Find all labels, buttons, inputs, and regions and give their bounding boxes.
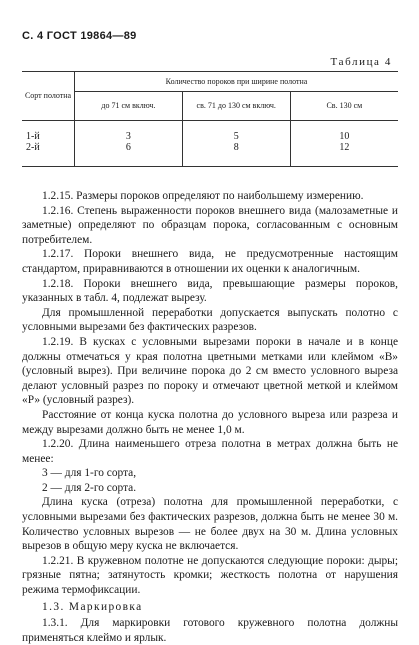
body-text [22, 189, 398, 645]
grade-cell: 2-й [22, 142, 75, 167]
paragraph: 1.2.20. Длина наименьшего отреза полотна в метрах должна быть не менее: [22, 438, 398, 465]
defect-count-cell: 8 [182, 142, 290, 167]
defect-count-cell: 3 [75, 121, 183, 143]
grade-cell: 1-й [26, 131, 40, 142]
width-column-header-3: Св. 130 см [290, 92, 398, 121]
defect-count-cell: 12 [290, 142, 398, 167]
list-item: 2 — для 2-го сорта. [42, 481, 137, 494]
table-caption: Таблица 4 [330, 56, 392, 68]
defect-count-cell: 6 [75, 142, 183, 167]
grade-column-header: Сорт полотна [22, 72, 75, 121]
defect-count-cell: 5 [182, 121, 290, 143]
width-column-header-2: св. 71 до 130 см включ. [182, 92, 290, 121]
paragraph: 1.2.15. Размеры пороков определяют по наибольшему измерению. [42, 190, 364, 202]
paragraph: 1.3.1. Для маркировки готового кружевного полотна должны применяться клеймо и ярлык. [22, 617, 398, 644]
table-body [22, 121, 398, 167]
defect-count-cell: 10 [290, 121, 398, 143]
table-row [22, 142, 398, 167]
table-row [22, 121, 398, 143]
defects-table [22, 71, 398, 167]
paragraph: Длина куска (отреза) полотна для промышленной переработки, с условными вырезами без фактических разрезов, должна быть не менее 30 м. Количество условных вырезов — не более двух на 30 м. Длина условных вырезов в общую меру куска не включается. [22, 496, 398, 553]
paragraph: Для промышленной переработки допускается выпускать полотно с условными вырезами без фактических разрезов. [22, 306, 398, 334]
width-column-header-1: до 71 см включ. [75, 92, 183, 121]
section-heading: 1.3. Маркировка [42, 600, 143, 613]
paragraph: Расстояние от конца куска полотна до условного выреза или разреза и между вырезами должно быть не менее 1,0 м. [22, 408, 398, 436]
list-item: 3 — для 1-го сорта, [42, 467, 137, 480]
paragraph: 1.2.18. Пороки внешнего вида, превышающие размеры пороков, указанных в табл. 4, подлежат вырезу. [22, 277, 398, 305]
defect-count-group-header: Количество пороков при ширине полотна [75, 72, 399, 92]
paragraph: 1.2.16. Степень выраженности пороков внешнего вида (малозаметные и заметные) определяют по образцам порока, согласованным с основным потребителем. [22, 204, 398, 246]
page-header: С. 4 ГОСТ 19864—89 [22, 30, 137, 42]
paragraph: 1.2.19. В кусках с условными вырезами пороки в начале и в конце должны отмечаться у края полотна цветными метками или клеймом «В» (условный вырез). При величине порока до 2 см вместо условного выреза делают условный разрез по пороку и отмечают цветной меткой и клеймом «Р» (условный разрез). [22, 335, 398, 407]
paragraph: 1.2.21. В кружевном полотне не допускаются следующие пороки: дыры; грязные пятна; затянутость кромки; жесткость полотна от нарушения режима термофиксации. [22, 554, 398, 597]
paragraph: 1.2.17. Пороки внешнего вида, не предусмотренные настоящим стандартом, приравниваются в отношении их оценки к аналогичным. [22, 248, 398, 275]
